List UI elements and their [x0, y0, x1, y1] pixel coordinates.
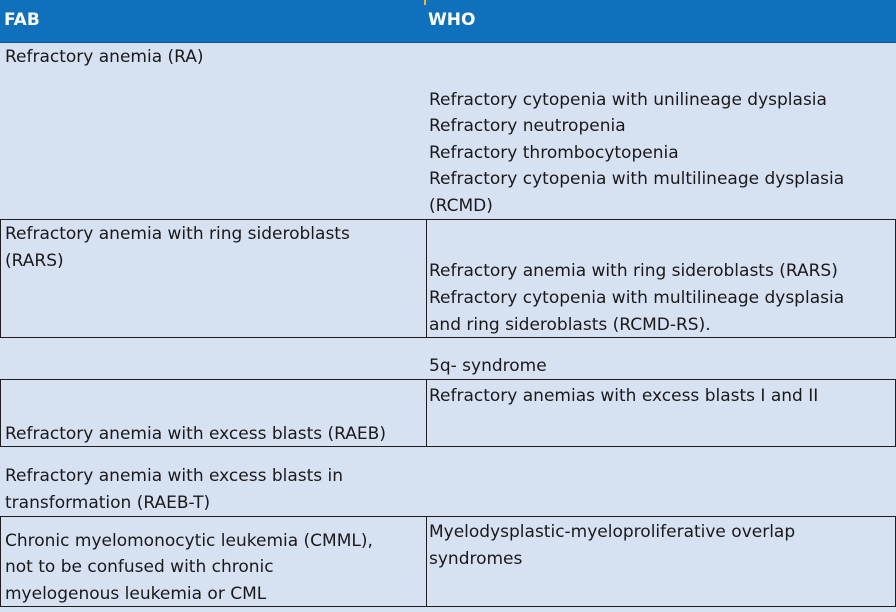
header-accent-mark	[424, 0, 426, 5]
cell-text: Refractory cytopenia with unilineage dysplasia	[429, 90, 827, 110]
who-cell	[426, 43, 896, 219]
cell-text: Refractory cytopenia with multilineage dysplasia	[429, 169, 845, 189]
cell-text: syndromes	[429, 549, 523, 569]
who-cell	[426, 447, 896, 516]
header-fab: FAB	[4, 10, 40, 30]
cell-text: Refractory cytopenia with multilineage dysplasia	[429, 288, 845, 308]
fab-cell	[0, 379, 426, 447]
fab-cell	[0, 219, 426, 338]
cell-text: not to be confused with chronic	[5, 557, 274, 577]
cell-text: 5q- syndrome	[429, 356, 547, 376]
cell-text: and ring sideroblasts (RCMD-RS).	[429, 315, 711, 335]
cell-text: Chronic myelomonocytic leukemia (CMML),	[5, 531, 373, 551]
cell-text: (RCMD)	[429, 196, 493, 216]
fab-cell	[0, 43, 426, 219]
cell-text: Refractory anemia with excess blasts (RAEB)	[5, 424, 386, 444]
table-row	[0, 379, 896, 447]
table-row	[0, 516, 896, 607]
fab-cell	[0, 447, 426, 516]
cell-text: myelogenous leukemia or CML	[5, 584, 267, 604]
cell-text: Refractory neutropenia	[429, 116, 626, 136]
who-cell	[426, 338, 896, 379]
fab-cell	[0, 338, 426, 379]
table-row	[0, 447, 896, 516]
cell-text: Refractory anemia (RA)	[5, 47, 204, 67]
cell-text: Refractory thrombocytopenia	[429, 143, 679, 163]
who-cell	[426, 516, 896, 607]
cell-text: Refractory anemia with excess blasts in	[5, 466, 344, 486]
table-row	[0, 219, 896, 338]
who-cell	[426, 379, 896, 447]
table-row	[0, 338, 896, 379]
table-row	[0, 43, 896, 219]
cell-text: transformation (RAEB-T)	[5, 493, 211, 513]
who-cell	[426, 219, 896, 338]
cell-text: Refractory anemia with ring sideroblasts (RARS)	[429, 261, 838, 281]
cell-text: Refractory anemias with excess blasts I and II	[429, 386, 819, 406]
header-who: WHO	[428, 10, 476, 30]
table-header	[0, 0, 896, 43]
fab-cell	[0, 516, 426, 607]
cell-text: Myelodysplastic-myeloproliferative overlap	[429, 522, 796, 542]
cell-text: Refractory anemia with ring sideroblasts	[5, 224, 350, 244]
cell-text: (RARS)	[5, 251, 64, 271]
